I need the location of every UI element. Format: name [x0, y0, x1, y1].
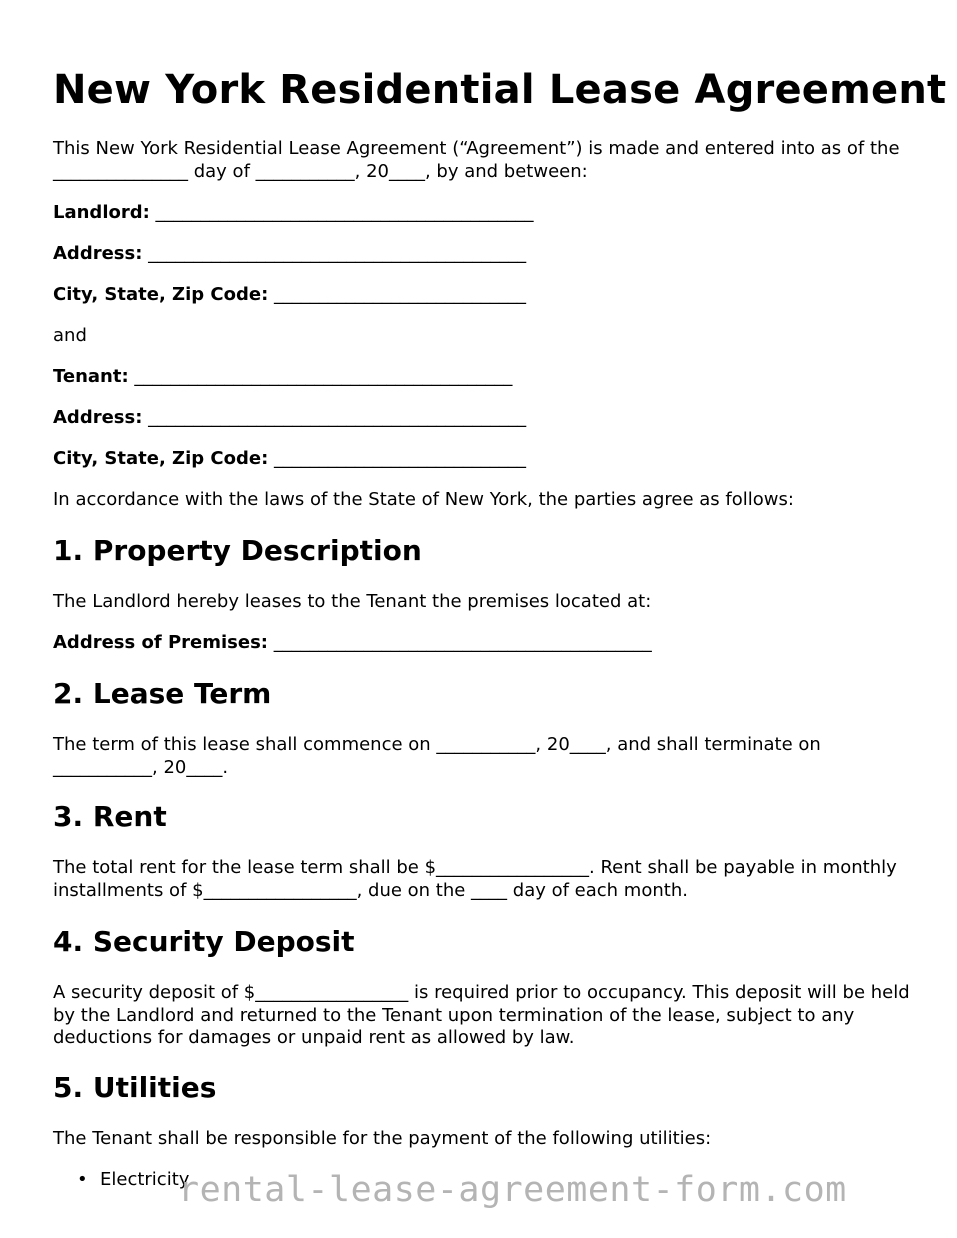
- tenant-address-blank: __________________________________________: [148, 407, 527, 428]
- tenant-city-field: [53, 448, 913, 470]
- section-heading-utilities: 5. Utilities: [53, 1071, 217, 1104]
- property-text: The Landlord hereby leases to the Tenant the premises located at:: [53, 591, 652, 612]
- tenant-city-blank: ____________________________: [274, 448, 527, 469]
- rent-text: The total rent for the lease term shall be $_________________. Rent shall be payable in monthly installments of $_________________, due on the ____ day of each month.: [53, 857, 897, 901]
- section-heading-deposit: 4. Security Deposit: [53, 925, 355, 958]
- tenant-name-label: Tenant:: [53, 366, 129, 387]
- intro-paragraph: [53, 138, 913, 183]
- premises-address-field: [53, 632, 913, 654]
- term-text: The term of this lease shall commence on ___________, 20____, and shall terminate on ___________, 20____.: [53, 734, 821, 778]
- intro-text: This New York Residential Lease Agreement (“Agreement”) is made and entered into as of the _______________ day of ___________, 20____, by and between:: [53, 138, 900, 182]
- landlord-name-field: [53, 202, 913, 224]
- premises-address-blank: __________________________________________: [273, 632, 652, 653]
- tenant-address-label: Address:: [53, 407, 143, 428]
- section-heading-rent: 3. Rent: [53, 800, 167, 833]
- tenant-name-blank: __________________________________________: [134, 366, 513, 387]
- rent-paragraph: [53, 857, 913, 902]
- watermark-text: rental-lease-agreement-form.com: [178, 1170, 847, 1210]
- landlord-address-label: Address:: [53, 243, 143, 264]
- tenant-city-label: City, State, Zip Code:: [53, 448, 269, 469]
- tenant-address-field: [53, 407, 913, 429]
- document-title: New York Residential Lease Agreement: [53, 67, 947, 113]
- deposit-paragraph: [53, 982, 913, 1050]
- and-text: and: [53, 325, 87, 346]
- section-heading-property: 1. Property Description: [53, 534, 422, 567]
- landlord-address-field: [53, 243, 913, 265]
- utilities-text: The Tenant shall be responsible for the payment of the following utilities:: [53, 1128, 712, 1149]
- landlord-name-label: Landlord:: [53, 202, 150, 223]
- landlord-name-blank: __________________________________________: [155, 202, 534, 223]
- premises-address-label: Address of Premises:: [53, 632, 268, 653]
- list-item: • Electricity: [53, 1169, 913, 1191]
- section-heading-term: 2. Lease Term: [53, 677, 272, 710]
- landlord-city-field: [53, 284, 913, 306]
- landlord-address-blank: __________________________________________: [148, 243, 527, 264]
- tenant-name-field: [53, 366, 913, 388]
- landlord-city-label: City, State, Zip Code:: [53, 284, 269, 305]
- landlord-city-blank: ____________________________: [274, 284, 527, 305]
- deposit-text: A security deposit of $_________________ is required prior to occupancy. This deposit will be held by the Landlord and returned to the Tenant upon termination of the lease, subject to any deductions for damages or unpaid rent as allowed by law.: [53, 982, 910, 1048]
- term-paragraph: [53, 734, 913, 779]
- accordance-text: In accordance with the laws of the State of New York, the parties agree as follows:: [53, 489, 794, 510]
